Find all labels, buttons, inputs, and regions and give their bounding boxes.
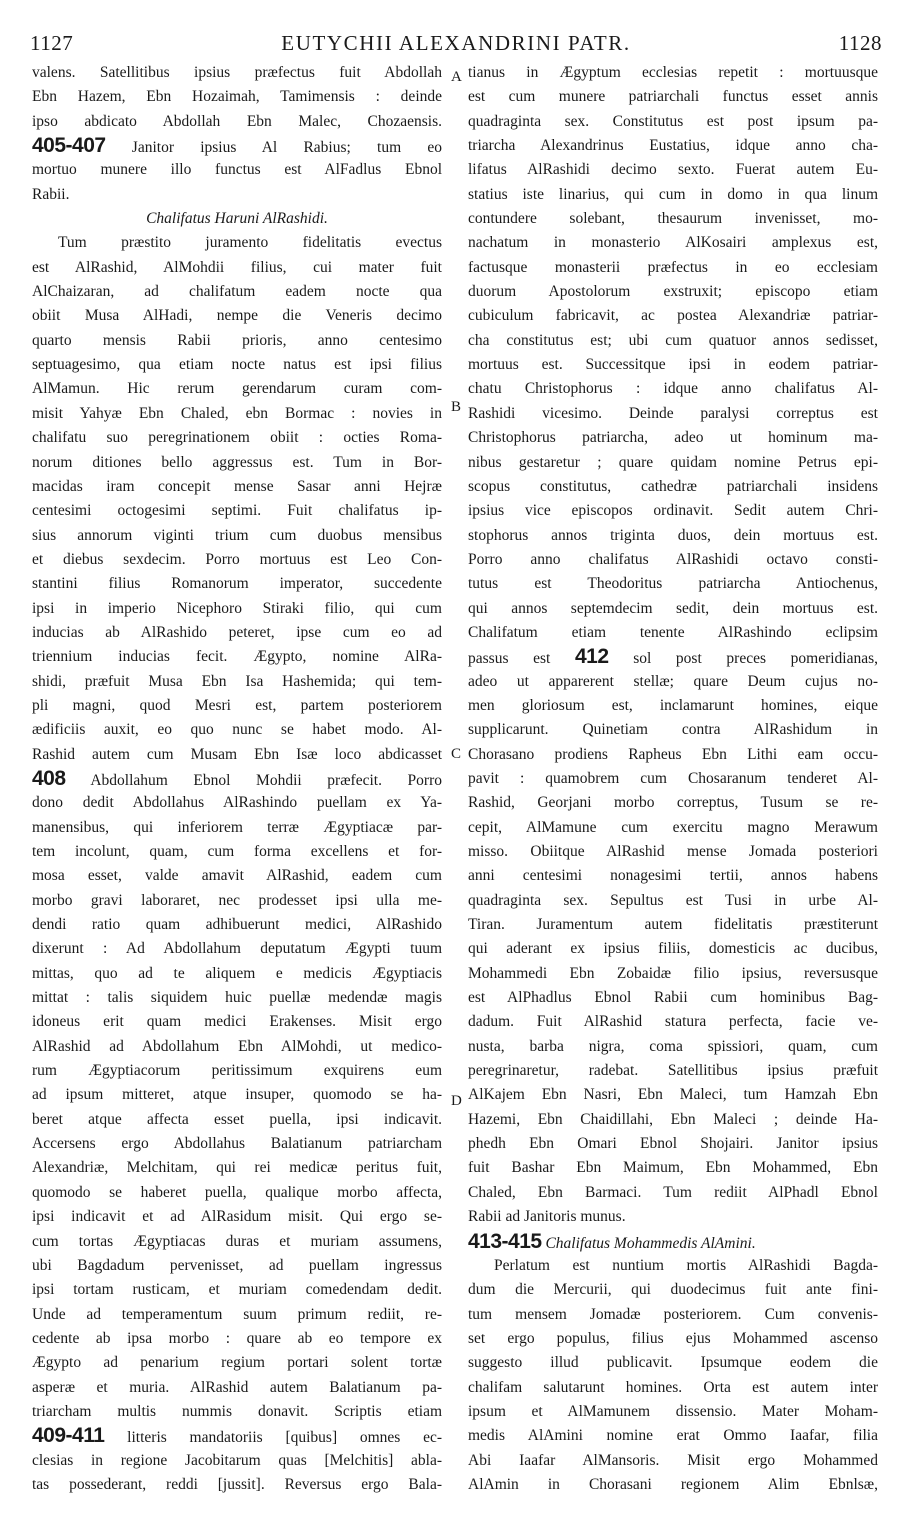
text-line: suggesto illud publicavit. Ipsumque eodem die — [468, 1354, 878, 1372]
text-line: Rashid, Georjani morbo correptus, Tusum se re- — [468, 794, 878, 812]
text-line: Perlatum est nuntium mortis AlRashidi Bagda- — [494, 1256, 878, 1274]
text-line: mortuo munere illo functus est AlFadlus Ebnol — [32, 161, 442, 179]
margin-letter-a: A — [451, 69, 462, 85]
text-line: nibus gestaretur ; quare quidam nomine Petrus epi- — [468, 453, 878, 471]
text-line: phedh Ebn Omari Ebnol Shojairi. Janitor ipsius — [468, 1135, 878, 1153]
right-text-column — [468, 61, 878, 1497]
text-line: rum Ægyptiacorum peritissimum exquirens eum — [32, 1062, 442, 1080]
text-line: chalifam salutarunt homines. Orta est autem inter — [468, 1378, 878, 1396]
text-line: Ebn Hazem, Ebn Hozaimah, Tamimensis : deinde — [32, 88, 442, 106]
text-line: Unde ad temperamentum suum primum rediit, re- — [32, 1305, 442, 1323]
text-line: factusque monasterii præfectus in eo ecclesiam — [468, 258, 878, 276]
text-line: supplicarunt. Quinetiam contra AlRashidum in — [468, 721, 878, 739]
text-line: Rabii. — [32, 185, 70, 203]
text-line: chalifatu suo peregrinationem obiit : octies Roma- — [32, 429, 442, 447]
text-line: set ergo populus, filius ejus Mohammed ascenso — [468, 1329, 878, 1347]
text-line: Rashid autem cum Musam Ebn Isæ loco abdicasset — [32, 745, 442, 763]
text-line: asperæ et muria. AlRashid autem Balatianum pa- — [32, 1378, 442, 1396]
text-line: Ægypto ad penarium regium portari solent tortæ — [32, 1354, 442, 1372]
text-line: triarcha Alexandrinus Eustatius, idque anno cha- — [468, 137, 878, 155]
text-line-with-section-number — [32, 767, 442, 791]
text-line: medis AlAmini nomine erat Ommo Iaafar, filia — [468, 1427, 878, 1445]
text-line: Tum præstito juramento fidelitatis evectus — [58, 234, 442, 252]
section-number: 409-411 — [32, 1424, 105, 1448]
margin-letter-c: C — [451, 746, 462, 762]
text-line: stantini filius Romanorum imperator, succedente — [32, 575, 442, 593]
text-line: est AlPhadlus Ebnol Rabii cum hominibus Bag- — [468, 989, 878, 1007]
section-heading-with-number — [468, 1230, 878, 1254]
left-text-column — [32, 61, 442, 1497]
text-line: AlRashid ad Abdollahum Ebn AlMohdi, ut medico- — [32, 1037, 442, 1055]
margin-letter-d: D — [451, 1093, 462, 1109]
page-number-right: 1128 — [838, 31, 882, 55]
section-heading: Chalifatus Haruni AlRashidi. — [146, 210, 328, 228]
section-number: 413-415 — [468, 1229, 542, 1253]
text-line: quadraginta sex. Sepultus est Tusi in urbe Al- — [468, 891, 878, 909]
text-line: anni centesimi nonagesimi tertii, annos habens — [468, 867, 878, 885]
text-line: manensibus, qui inferiorem terræ Ægyptiacæ par- — [32, 818, 442, 836]
text-line: Tiran. Juramentum autem fidelitatis præstiterunt — [468, 916, 878, 934]
text-line: septuagesimo, qua etiam nocte natus est ipsi filius — [32, 356, 442, 374]
running-header — [30, 31, 882, 55]
text-line: qui aderant ex ipsius filiis, domesticis ac ducibus, — [468, 940, 878, 958]
text-line-with-section-number — [32, 1424, 442, 1448]
text-line: contundere solebant, thesaurum invenisset, mo- — [468, 210, 878, 228]
text-line: tutus est Theodoritus patriarcha Antiochenus, — [468, 575, 878, 593]
text-line: ipsi tortam rusticam, et muriam comedendam dedit. — [32, 1281, 442, 1299]
text-line: ipsi indicavit et ad AlRasidum misit. Qui ergo se- — [32, 1208, 442, 1226]
text-line: ad ipsum mitteret, atque insuper, quomodo se ha- — [32, 1086, 442, 1104]
text-line: Abi Iaafar AlMansoris. Misit ergo Mohammed — [468, 1451, 878, 1469]
section-number: 405-407 — [32, 134, 106, 158]
section-heading: Chalifatus Mohammedis AlAmini. — [545, 1234, 756, 1252]
text-line: AlMamun. Hic rerum gerendarum curam com- — [32, 380, 442, 398]
text-line: clesias in regione Jacobitarum quas [Melchitis] abla- — [32, 1451, 442, 1469]
text-line: ipso abdicato Abdollah Ebn Malec, Chozaensis. — [32, 112, 442, 130]
text-run: Abdollahum Ebnol Mohdii præfecit. Porro — [90, 771, 443, 789]
text-line: tem incolunt, quam, cum forma excellens et for- — [32, 843, 442, 860]
text-line: mittas, quo ad te aliquem e medicis Ægyptiacis — [32, 964, 442, 982]
text-line: ubi Bagdadum pervenisset, ad puellam ingressus — [32, 1256, 442, 1274]
text-line: triennium inducias fecit. Ægypto, nomine AlRa- — [32, 648, 442, 666]
text-line: cha constitutus est; ubi cum quatuor annos sedisset, — [468, 331, 878, 349]
text-line: lifatus AlRashidi decimo sexto. Fuerat autem Eu- — [468, 161, 878, 179]
text-line: tianus in Ægyptum ecclesias repetit : mortuusque — [468, 64, 878, 81]
text-line: peregrinaretur, radebat. Satellitibus ipsius præfuit — [468, 1062, 878, 1080]
text-line: dum die Mercurii, qui duodecimus fuit ante fini- — [468, 1281, 878, 1299]
page-number-left: 1127 — [30, 31, 74, 55]
text-line: idoneus erit quam medici Erakenses. Misit ergo — [32, 1013, 442, 1031]
text-run: litteris mandatoriis [quibus] omnes ec- — [127, 1429, 442, 1447]
text-line: cepit, AlMamune cum exercitu magno Merawum — [468, 818, 878, 836]
text-line: scopus constitutus, cathedræ patriarchali insidens — [468, 477, 878, 495]
section-number: 408 — [32, 766, 66, 790]
text-line: morbo gravi laboraret, nec prodesset ipsi ulla me- — [32, 891, 442, 909]
text-line: stophorus annos triginta duos, dein mortuus est. — [468, 526, 878, 544]
text-line: ipsi in imperio Nicephoro Stiraki filio, qui cum — [32, 599, 442, 617]
text-line: misit Yahyæ Ebn Chaled, ebn Bormac : novies in — [32, 404, 442, 422]
text-line: tas possederant, reddi [jussit]. Reversus ergo Bala- — [32, 1475, 442, 1493]
text-line: fuit Bashar Ebn Maimum, Ebn Mohammed, Ebn — [468, 1159, 878, 1177]
text-line: Hazemi, Ebn Chaidillahi, Ebn Maleci ; deinde Ha- — [468, 1110, 878, 1128]
text-line: quarto mensis Rabii prioris, anno centesimo — [32, 331, 442, 349]
text-line: pavit : quamobrem cum Chosaranum tenderet Al- — [468, 769, 878, 787]
text-line: centesimi octogesimi septimi. Fuit chalifatus ip- — [32, 502, 442, 520]
text-line: nusta, barba nigra, coma spissiori, quam, cum — [468, 1037, 878, 1055]
text-line: beret atque affecta esset puella, ipsi indicavit. — [32, 1110, 442, 1128]
text-line: duorum Apostolorum exstruxit; episcopo etiam — [468, 283, 878, 301]
running-title: EUTYCHII ALEXANDRINI PATR. — [281, 31, 631, 55]
text-line: dadum. Fuit AlRashid statura perfecta, facie ve- — [468, 1013, 878, 1031]
text-line: quadraginta sex. Constitutus est post ipsum pa- — [468, 112, 878, 130]
text-line: tum mensem Jomadæ posteriorem. Cum convenis- — [468, 1305, 878, 1323]
text-line: cedente ab ipsa morbo : quare ab eo tempore ex — [32, 1329, 442, 1347]
text-line: Alexandriæ, Melchitam, qui rei medicæ peritus fuit, — [32, 1159, 442, 1177]
text-line: dixerunt : Ad Abdollahum deputatum Ægypti tuum — [32, 940, 442, 958]
text-line: cum tortas Ægyptiacas duras et muriam assumens, — [32, 1232, 442, 1250]
text-line: est cum munere patriarchali functus esset annis — [468, 88, 878, 106]
text-run: sol post preces pomeridianas, — [633, 650, 879, 668]
text-run: passus est — [468, 650, 551, 668]
text-line: Chaled, Ebn Barmaci. Tum rediit AlPhadl Ebnol — [468, 1183, 878, 1201]
text-line: Rashidi vicesimo. Deinde paralysi correptus est — [468, 404, 878, 422]
section-number: 412 — [575, 645, 609, 669]
text-line: inducias ab AlRashido peteret, ipse cum eo ad — [32, 623, 442, 641]
text-line: mortuus est. Successitque ipsi in eodem patriar- — [468, 356, 878, 374]
text-run: Janitor ipsius Al Rabius; tum eo — [131, 139, 442, 157]
text-line: dono dedit Abdollahus AlRashindo puellam ex Ya- — [32, 794, 442, 812]
text-line: adeo ut apparerent stellæ; quare Deum cujus no- — [468, 672, 878, 690]
text-line: ipsius vice episcopos ordinavit. Sedit autem Chri- — [468, 502, 878, 520]
text-line: Christophorus patriarcha, adeo ut hominum ma- — [468, 429, 878, 447]
margin-letter-b: B — [451, 399, 462, 415]
text-line: mosa esset, valde amavit AlRashid, eadem cum — [32, 867, 442, 885]
text-line: AlChaizaran, ad chalifatum eadem nocte qua — [32, 283, 442, 301]
text-line: AlAmin in Chorasani regionem Alim Ebnlsæ, — [468, 1475, 878, 1493]
text-line: triarcham multis nummis donavit. Scriptis etiam — [32, 1402, 442, 1420]
text-line: Accersens ergo Abdollahus Balatianum patriarcham — [32, 1135, 442, 1153]
text-line-with-section-number — [468, 645, 878, 669]
text-line: misso. Obiitque AlRashid mense Jomada posteriori — [468, 843, 878, 860]
text-line: sius annorum viginti trium cum duobus mensibus — [32, 526, 442, 544]
text-line: cubiculum fabricavit, ac postea Alexandriæ patriar- — [468, 307, 878, 325]
text-line: valens. Satellitibus ipsius præfectus fuit Abdollah — [32, 64, 442, 81]
text-line: Chorasano prodiens Rapheus Ebn Lithi eam occu- — [468, 745, 878, 763]
text-line: ædificiis auxit, eo quo nunc se habet modo. Al- — [32, 721, 442, 739]
text-line: nachatum in monasterio AlKosairi amplexus est, — [468, 234, 878, 252]
text-line: pli magni, quod Mesri est, partem posteriorem — [32, 696, 442, 714]
text-line: AlKajem Ebn Nasri, Ebn Maleci, tum Hamzah Ebn — [468, 1086, 878, 1104]
text-line: Porro anno chalifatus AlRashidi octavo consti- — [468, 550, 878, 568]
text-line: qui annos septemdecim sedit, dein mortuus est. — [468, 599, 878, 617]
text-line: Chalifatum etiam tenente AlRashindo eclipsim — [468, 623, 878, 641]
text-line: chatu Christophorus : idque anno chalifatus Al- — [468, 380, 878, 398]
text-line: dendi ratio quam adhibuerunt medici, AlRashido — [32, 916, 442, 934]
text-line: et diebus sexdecim. Porro mortuus est Leo Con- — [32, 550, 442, 568]
text-line: est AlRashid, AlMohdii filius, cui mater fuit — [32, 258, 442, 276]
text-line: men gloriosum est, inclamarunt homines, eique — [468, 696, 878, 714]
text-line: shidi, præfuit Musa Ebn Isa Hashemida; qui tem- — [32, 672, 442, 690]
text-line: statius iste linarius, qui cum in domo in qua linum — [468, 185, 878, 203]
text-line: macidas iram concepit mense Sasar anni Hejræ — [32, 477, 442, 495]
text-line-with-section-number — [32, 134, 442, 158]
text-line: quomodo se haberet puella, qualique morbo affecta, — [32, 1183, 442, 1201]
text-line: norum ditiones bello aggressus est. Tum in Bor- — [32, 453, 442, 471]
text-line: obiit Musa AlHadi, nempe die Veneris decimo — [32, 307, 442, 325]
text-line: Mohammedi Ebn Zobaidæ filio ipsius, reversusque — [468, 964, 878, 982]
text-line: Rabii ad Janitoris munus. — [468, 1208, 626, 1226]
text-line: ipsum et AlMamunem dissensio. Mater Moham- — [468, 1402, 878, 1420]
text-line: mittat : talis siquidem huic puellæ medendæ magis — [32, 989, 442, 1007]
